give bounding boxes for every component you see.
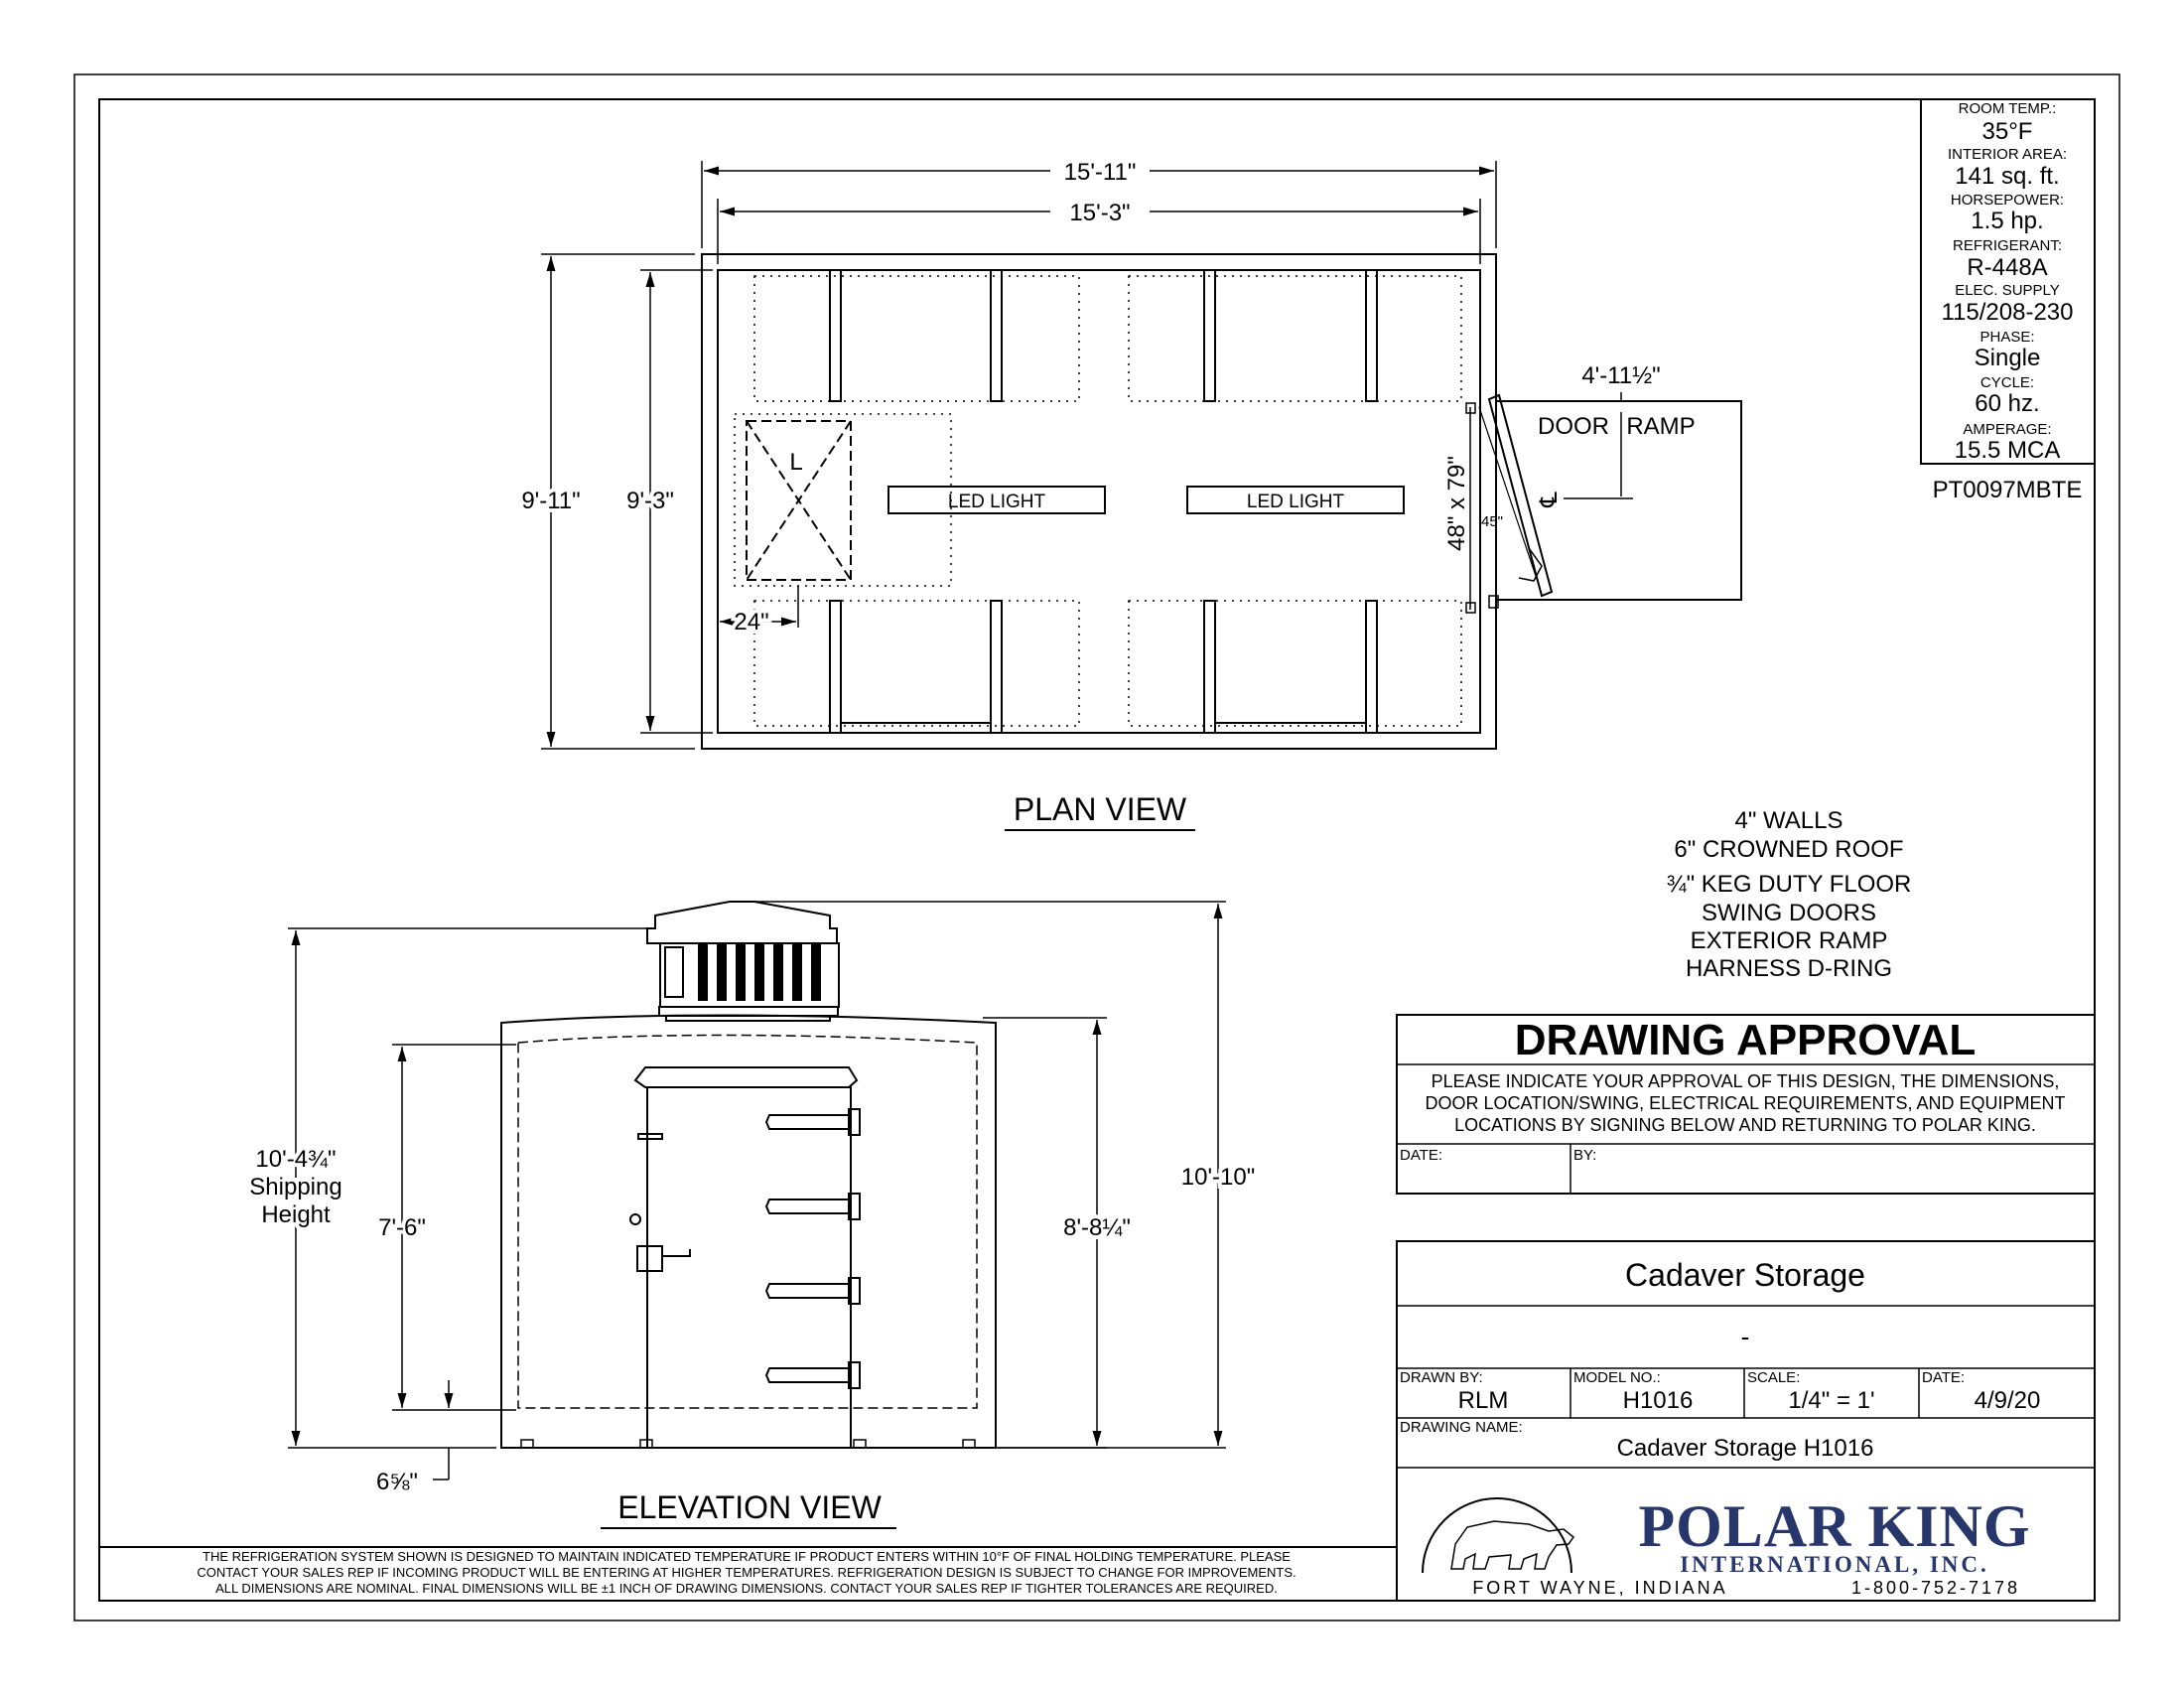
drawing-name-label: DRAWING NAME:: [1400, 1419, 1523, 1436]
shipping-word: Shipping: [249, 1174, 342, 1200]
phase-value: Single: [1974, 345, 2041, 371]
dim-door: 7'-6": [378, 1214, 426, 1241]
part-number: PT0097MBTE: [1932, 477, 2083, 503]
approval-text-1: PLEASE INDICATE YOUR APPROVAL OF THIS DESIGN, THE DIMENSIONS,: [1431, 1071, 2060, 1091]
horsepower-value: 1.5 hp.: [1971, 208, 2044, 234]
plan-view: [521, 157, 1741, 749]
door-hinges: [766, 1109, 860, 1388]
refrigerant-label: REFRIGERANT:: [1952, 237, 2063, 254]
amperage-label: AMPERAGE:: [1963, 421, 2052, 438]
phase-label: PHASE:: [1979, 329, 2035, 346]
dim-interior: 8'-8¼": [1063, 1214, 1131, 1241]
disclaimer: [99, 1547, 1397, 1596]
box-body: [501, 1016, 996, 1449]
centerline-mark: ℄: [1536, 492, 1563, 507]
box-interior: [518, 1036, 977, 1409]
room-temp-value: 35°F: [1981, 118, 2033, 145]
drawn-by-label: DRAWN BY:: [1400, 1369, 1483, 1386]
door-size: 48" x 79": [1443, 456, 1470, 551]
dim-inner-depth: 9'-3": [626, 488, 674, 514]
elevation-view: [249, 902, 1255, 1495]
model-number: H1016: [1622, 1387, 1694, 1414]
amperage-value: 15.5 MCA: [1954, 437, 2061, 464]
elec-supply-label: ELEC. SUPPLY: [1955, 282, 2060, 299]
drawing-name: Cadaver Storage H1016: [1616, 1435, 1874, 1462]
feature-ramp: EXTERIOR RAMP: [1690, 927, 1888, 954]
feature-floor: ¾" KEG DUTY FLOOR: [1666, 871, 1912, 898]
cycle-label: CYCLE:: [1979, 374, 2035, 391]
approval-text-2: DOOR LOCATION/SWING, ELECTRICAL REQUIREMENTS, AND EQUIPMENT: [1425, 1093, 2066, 1113]
company-phone: 1-800-752-7178: [1850, 1578, 2021, 1598]
height-word: Height: [261, 1201, 331, 1228]
feature-list: [1667, 807, 1912, 982]
cycle-value: 60 hz.: [1975, 390, 2040, 417]
condenser-fins: [703, 943, 816, 1001]
approval-by-label: BY:: [1573, 1147, 1597, 1164]
company-name: POLAR KING: [1638, 1493, 2031, 1559]
project-name: Cadaver Storage: [1625, 1257, 1865, 1293]
interior-area-label: INTERIOR AREA:: [1947, 146, 2068, 163]
elec-supply-value: 115/208-230: [1941, 299, 2074, 326]
scale-value: 1/4" = 1': [1788, 1387, 1875, 1414]
feature-doors: SWING DOORS: [1701, 900, 1877, 926]
polar-bear-icon: [1451, 1521, 1573, 1569]
dim-shipping: 10'-4¾": [255, 1146, 337, 1173]
company-logo: [1423, 1493, 2031, 1598]
elevation-door: [630, 1067, 857, 1448]
door-label: DOOR: [1538, 413, 1609, 440]
company-location: FORT WAYNE, INDIANA: [1472, 1578, 1728, 1598]
spec-table: [1921, 99, 2095, 464]
feature-walls: 4" WALLS: [1734, 807, 1843, 834]
model-label: MODEL NO.:: [1573, 1369, 1661, 1386]
date-label: DATE:: [1922, 1369, 1966, 1386]
dim-offset: 24": [734, 609, 769, 635]
dim-floor: 6⅝": [376, 1469, 418, 1495]
disclaimer-line-3: ALL DIMENSIONS ARE NOMINAL. FINAL DIMENSIONS WILL BE ±1 INCH OF DRAWING DIMENSIONS. CONTACT YOUR SALES REP IF TIGHTER TOLERANCES ARE REQUIRED.: [215, 1581, 1278, 1596]
evaporator-label: L: [789, 449, 803, 476]
evaporator-unit: [747, 421, 851, 580]
dim-outer-width: 15'-11": [1063, 159, 1137, 186]
dim-inner-width: 15'-3": [1069, 200, 1131, 226]
approval-date-label: DATE:: [1400, 1147, 1443, 1164]
approval-text-3: LOCATIONS BY SIGNING BELOW AND RETURNING TO POLAR KING.: [1454, 1115, 2036, 1135]
drawn-by: RLM: [1457, 1387, 1509, 1414]
company-subname: INTERNATIONAL, INC.: [1680, 1552, 1989, 1577]
horsepower-label: HORSEPOWER:: [1950, 192, 2065, 209]
feature-roof: 6" CROWNED ROOF: [1674, 836, 1904, 863]
refrigerant-value: R-448A: [1967, 254, 2048, 281]
plan-view-title: PLAN VIEW: [1013, 791, 1187, 827]
door-swing-mark: 45": [1480, 513, 1504, 530]
approval-title: DRAWING APPROVAL: [1514, 1016, 1977, 1064]
feature-harness: HARNESS D-RING: [1685, 955, 1893, 982]
scale-label: SCALE:: [1747, 1369, 1801, 1386]
dim-outer-depth: 9'-11": [521, 488, 581, 514]
ramp-label: RAMP: [1626, 413, 1696, 440]
dim-ramp: 4'-11½": [1581, 362, 1661, 389]
approval-block: [1397, 1015, 2095, 1194]
led-light-1-label: LED LIGHT: [947, 492, 1046, 512]
elevation-view-title: ELEVATION VIEW: [617, 1489, 882, 1525]
project-subtitle: -: [1740, 1322, 1750, 1351]
interior-area-value: 141 sq. ft.: [1955, 163, 2060, 190]
led-light-2-label: LED LIGHT: [1246, 492, 1345, 512]
dim-total: 10'-10": [1180, 1164, 1256, 1191]
date-value: 4/9/20: [1974, 1387, 2041, 1414]
room-temp-label: ROOM TEMP.:: [1958, 100, 2057, 117]
ramp-outline: [1496, 401, 1741, 600]
disclaimer-line-2: CONTACT YOUR SALES REP IF INCOMING PRODUCT WILL BE ENTERING AT HIGHER TEMPERATURES. REFRIGERATION DESIGN IS SUBJECT TO CHANGE FOR IMPROVEMENTS.: [197, 1565, 1297, 1580]
shelving-zones: [735, 276, 1461, 726]
disclaimer-line-1: THE REFRIGERATION SYSTEM SHOWN IS DESIGNED TO MAINTAIN INDICATED TEMPERATURE IF PRODUCT ENTERS WITHIN 10°F OF FINAL HOLDING TEMPERATURE. PLEASE: [203, 1549, 1291, 1564]
